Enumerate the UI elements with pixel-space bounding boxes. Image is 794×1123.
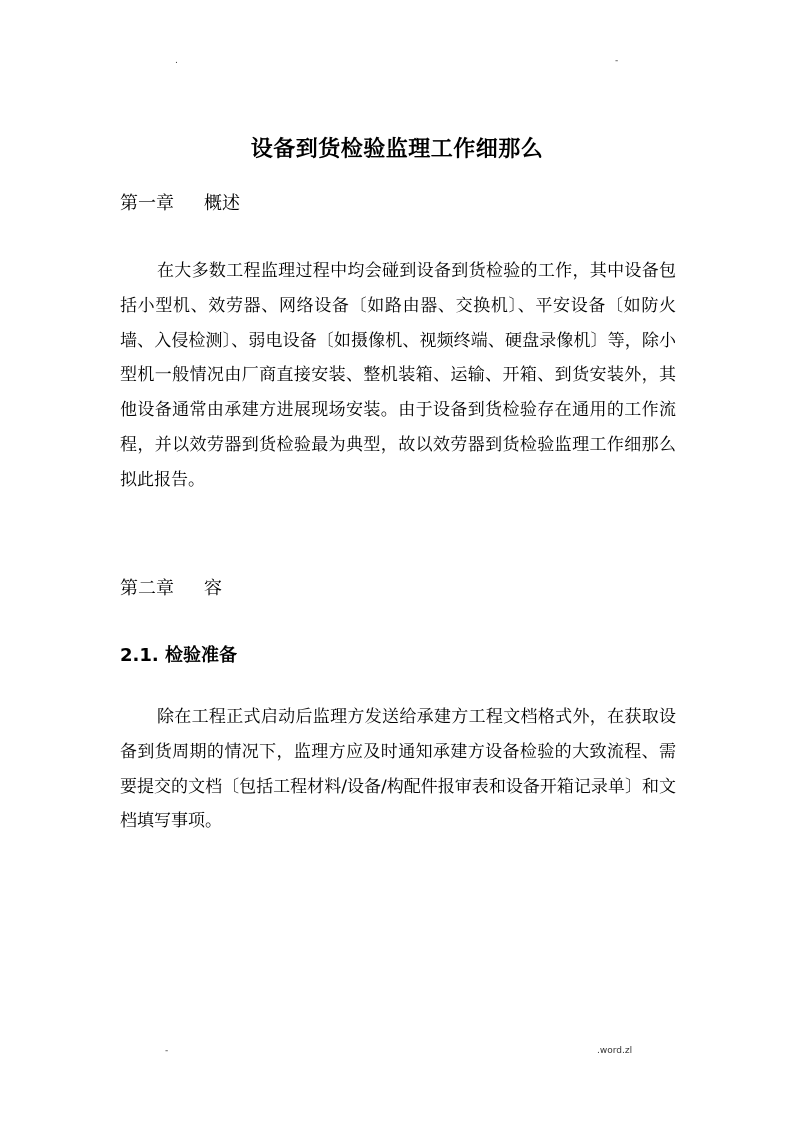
chapter-2-number: 第二章: [120, 578, 174, 599]
chapter-2-title: 容: [204, 578, 222, 599]
chapter-1-heading: [120, 192, 240, 216]
chapter-1-number: 第一章: [120, 193, 174, 214]
chapter-2-heading: [120, 577, 222, 601]
inspection-prep-paragraph: 除在工程正式启动后监理方发送给承建方工程文档格式外，在获取设备到货周期的情况下，监理方应及时通知承建方设备检验的大致流程、需要提交的文档〔包括工程材料/设备/构配件报审表和设备开箱记录单〕和文档填写事项。: [120, 707, 676, 832]
overview-paragraph: 在大多数工程监理过程中均会碰到设备到货检验的工作，其中设备包括小型机、效劳器、网络设备〔如路由器、交换机〕、平安设备〔如防火墙、入侵检测〕、弱电设备〔如摄像机、视频终端、硬盘录像机〕等，除小型机一般情况由厂商直接安装、整机装箱、运输、开箱、到货安装外，其他设备通常由承建方进展现场安装。由于设备到货检验存在通用的工作流程，并以效劳器到货检验最为典型，故以效劳器到货检验监理工作细那么拟此报告。: [120, 261, 676, 490]
header-right-mark: -: [615, 56, 619, 66]
footer-left-mark: -: [165, 1046, 169, 1056]
document-title: 设备到货检验监理工作细那么: [250, 136, 544, 162]
footer-right-mark: .word.zl: [597, 1046, 633, 1056]
chapter-1-title: 概述: [204, 193, 240, 214]
section-2-1-heading: 2.1. 检验准备: [120, 645, 237, 666]
header-left-mark: .: [175, 56, 178, 66]
